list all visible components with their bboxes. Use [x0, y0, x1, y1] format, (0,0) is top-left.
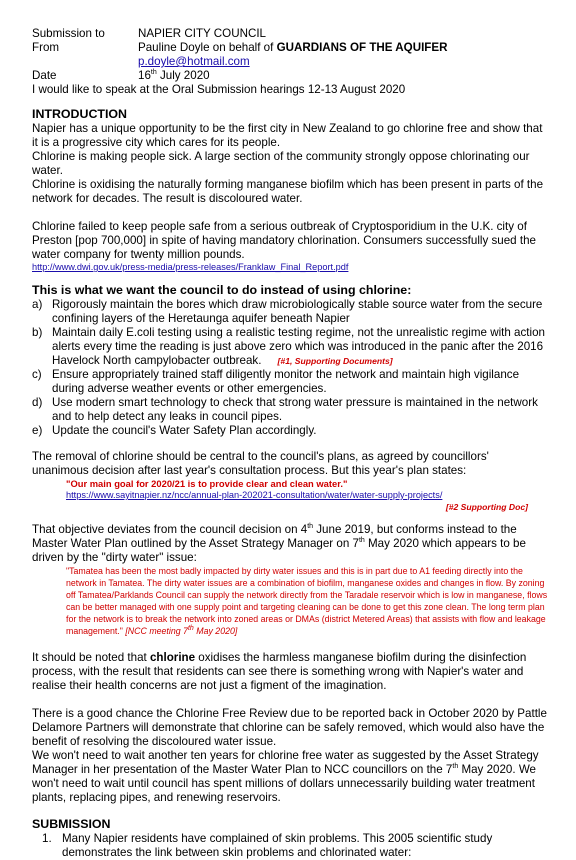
plan-quote-block	[32, 478, 548, 513]
list-item-text: Maintain daily E.coli testing using a realistic testing regime, not the unrealistic regime with action alerts every time the reading is just above zero which was introduced in the panic after the 2016 Havelock North campylobacter outbreak.	[52, 326, 545, 367]
wants-heading: This is what we want the council to do instead of using chlorine:	[32, 283, 412, 297]
deviation-text-a: That objective deviates from the council decision on 4	[32, 523, 308, 536]
wants-item-d	[32, 396, 548, 424]
introduction-heading: INTRODUCTION	[32, 107, 127, 121]
citation-a: [NCC meeting 7	[122, 626, 188, 636]
chance-sup: th	[452, 763, 459, 771]
removal-paragraph: The removal of chlorine should be central to the council's plans, as agreed by councillors' unanimous decision after last year's consultation process. But this year's plan states:	[32, 450, 489, 477]
deviation-text-b: June 2019, but conforms instead to the Master Water Plan outlined by the Asset Strategy Manager on 7	[32, 523, 517, 550]
list-marker: c)	[32, 368, 42, 381]
submission-list	[32, 832, 548, 860]
plan-quote: "Our main goal for 2020/21 is to provide clear and clean water."	[66, 478, 348, 489]
wants-list	[32, 298, 548, 438]
list-marker: b)	[32, 326, 43, 339]
sayitnapier-link[interactable]: https://www.sayitnapier.nz/ncc/annual-plan-202021-consultation/water/water-supply-projects/	[66, 490, 443, 500]
submission-to-row	[32, 27, 548, 41]
submission-heading: SUBMISSION	[32, 817, 111, 831]
list-item-text: Update the council's Water Safety Plan accordingly.	[52, 424, 317, 437]
intro-paragraph-1: Napier has a unique opportunity to be the first city in New Zealand to go chlorine free and show that it is a progressive city which cares for its people.	[32, 122, 543, 149]
dwi-report-link[interactable]: http://www.dwi.gov.uk/press-media/press-releases/Franklaw_Final_Report.pdf	[32, 262, 349, 272]
wants-item-b	[32, 326, 548, 368]
deviation-paragraph	[32, 523, 548, 565]
chance-text-a: We won't need to wait another ten years for chlorine free water as suggested by the Asset Strategy Manager in her presentation of the Master Water Plan to NCC councillors on the 7	[32, 749, 539, 776]
from-label: From	[32, 41, 60, 54]
date-day: 16	[138, 69, 151, 82]
deviation-sup-1: th	[307, 523, 314, 531]
noted-text-a: It should be noted that	[32, 651, 150, 664]
submission-item-1	[42, 832, 548, 860]
list-item-text: Many Napier residents have complained of skin problems. This 2005 scientific study demonstrates the link between skin problems and chlorinated water:	[62, 832, 493, 859]
intro-paragraph-3: Chlorine is oxidising the naturally forming manganese biofilm which has been present in parts of the network for decades. The result is discoloured water.	[32, 178, 544, 205]
master-plan-quote-block	[32, 565, 548, 637]
intro-paragraph-4: Chlorine failed to keep people safe from a serious outbreak of Cryptosporidium in the U.K. city of Preston [pop 700,000] in spite of having mandatory chlorination. Consumers successfully sued the water company for twenty million pounds.	[32, 220, 536, 261]
quote-citation	[123, 626, 237, 636]
submission-to-label: Submission to	[32, 27, 105, 40]
chance-paragraph-1: There is a good chance the Chlorine Free Review due to be reported back in October 2020 by Pattle Delamore Partners will demonstrate that chlorine can be safely removed, which would also have the benefit of resolving the discoloured water issue.	[32, 707, 547, 748]
date-row	[32, 69, 548, 83]
list-item-text: Use modern smart technology to check that strong water pressure is maintained in the network and to help detect any leaks in council pipes.	[52, 396, 538, 423]
submission-to-value: NAPIER CITY COUNCIL	[138, 27, 266, 40]
list-marker: e)	[32, 424, 43, 437]
intro-paragraph-2: Chlorine is making people sick. A large section of the community strongly oppose chlorinating our water.	[32, 150, 530, 177]
deviation-text-c: May 2020 which appears to be driven by the "dirty water" issue:	[32, 537, 526, 564]
supporting-doc-tag-2: [#2 Supporting Doc]	[445, 502, 528, 512]
supporting-doc-tag-1: [#1, Supporting Documents]	[277, 356, 393, 366]
list-item-text: Ensure appropriately trained staff diligently monitor the network and maintain high vigilance during adverse weather events or other emergencies.	[52, 368, 520, 395]
email-link[interactable]: p.doyle@hotmail.com	[138, 55, 250, 68]
master-plan-quote	[66, 565, 548, 637]
date-value	[138, 69, 210, 83]
from-value	[138, 41, 447, 55]
list-item-text: Rigorously maintain the bores which draw microbiologically stable source water from the secure confining layers of the Heretaunga aquifer beneath Napier	[52, 298, 543, 325]
noted-text-c: oxidises the harmless manganese biofilm during the disinfection process, with the result that residents can see there is something wrong with Napier's water and realise their health concerns are not just a figment of the imagination.	[32, 651, 527, 692]
citation-sup: th	[187, 625, 194, 633]
deviation-sup-2: th	[358, 537, 365, 545]
citation-c: May 2020]	[193, 626, 238, 636]
chance-paragraph-2	[32, 749, 548, 805]
list-marker: 1.	[42, 832, 52, 845]
from-prefix: Pauline Doyle on behalf of	[138, 41, 277, 54]
from-row	[32, 41, 548, 55]
list-marker: a)	[32, 298, 43, 311]
noted-paragraph	[32, 651, 548, 693]
from-org: GUARDIANS OF THE AQUIFER	[276, 41, 448, 54]
noted-bold: chlorine	[149, 651, 196, 664]
master-plan-quote-text: "Tamatea has been the most badly impacted by dirty water issues and this is in part due to A1 feeding directly into the network in Tamatea. The dirty water issues are a combination of biofilm, manganese oxides and changes in flow. By zoning off Tamatea/Parklands Council can supply the network directly from the Taradale reservoir which is low in manganese, flows can be better managed with one supply point and targeting cleaning can be done to get this zone clean. The long term plan for the network is to break the network into zoned areas or DMAs (district Metered Areas) that assists with flow and leakage management."	[66, 566, 548, 636]
date-rest: July 2020	[156, 69, 210, 82]
wants-item-e	[32, 424, 548, 438]
oral-submission-line: I would like to speak at the Oral Submission hearings 12-13 August 2020	[32, 83, 406, 96]
list-marker: d)	[32, 396, 43, 409]
email-row	[32, 55, 548, 69]
date-label: Date	[32, 69, 57, 82]
wants-item-c	[32, 368, 548, 396]
wants-item-a	[32, 298, 548, 326]
chance-text-c: May 2020. We won't need to wait until council has spent millions of dollars unnecessarily building water treatment plants, replacing pipes, and renewing reservoirs.	[32, 763, 536, 804]
date-suffix: th	[150, 69, 157, 77]
